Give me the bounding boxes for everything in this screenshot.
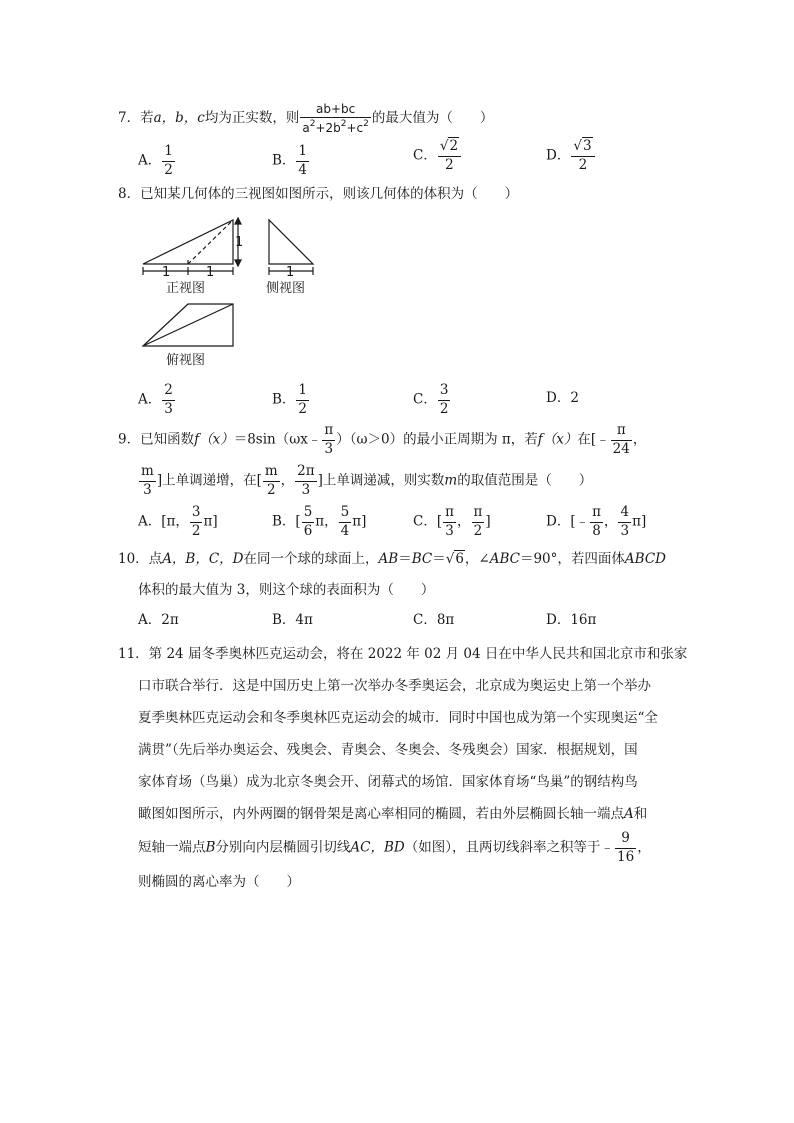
q11-line-4: 满贯”（先后举办奥运会、残奥会、青奥会、冬奥会、冬残奥会）国家．根据规划，国 <box>138 742 638 758</box>
q10-option-a[interactable]: A．2π <box>138 612 179 628</box>
side-view-label: 侧视图 <box>266 281 306 296</box>
q11-line-7: 短轴一端点B分别向内层椭圆引切线AC，BD（如图），且两切线斜率之积等于﹣ $\frac{9}{16}$ ， <box>138 830 651 865</box>
q7-option-a[interactable]: A． $\frac{1}{2}$ <box>138 143 173 178</box>
q11-line-8: 则椭圆的离心率为（ ） <box>138 874 300 890</box>
q7-fraction: $\frac{ab+bc}{a^2+2b^2+c^2}$ <box>302 102 369 135</box>
q8-option-a[interactable]: A． $\frac{2}{3}$ <box>138 382 173 417</box>
q9-option-b[interactable]: B．[ $\frac{5}{6}$ π， $\frac{5}{4}$ π] <box>272 504 367 539</box>
sqrt-symbol: √2 <box>439 138 459 154</box>
front-view <box>143 218 244 275</box>
q10-option-c[interactable]: C．8π <box>413 612 455 628</box>
q7-stem: 7．若a，b，c均为正实数，则 $\frac{ab+bc}{a^2+2b^2+c^2}$ 的最大值为（ ） <box>118 102 494 135</box>
q9-line-2: $\frac{m}{3}$ ]上单调递增，在[ $\frac{m}{2}$ ， $\frac{2\pi}{3}$ ]上单调递减，则实数m的取值范围是（ ） <box>141 463 593 498</box>
q8-stem: 8．已知某几何体的三视图如图所示，则该几何体的体积为（ ） <box>118 186 519 202</box>
q9-line-1: 9．已知函数f（x）＝8sin（ωx﹣ $\frac{\pi}{3}$ ）（ω＞0）的最小正周期为 π，若f（x）在[﹣ $\frac{\pi}{24}$ ， <box>118 422 647 457</box>
three-view-figure <box>138 212 318 372</box>
q9-option-d[interactable]: D．[﹣ $\frac{\pi}{8}$ ， $\frac{4}{3}$ π] <box>546 504 647 539</box>
q7-option-b[interactable]: B． $\frac{1}{4}$ <box>272 143 308 178</box>
q11-line-5: 家体育场（鸟巢）成为北京冬奥会开、闭幕式的场馆．国家体育场“鸟巢”的钢结构鸟 <box>138 774 638 790</box>
q11-line-1: 11．第 24 届冬季奥林匹克运动会，将在 2022 年 02 月 04 日在中华人民共和国北京市和张家 <box>118 646 688 662</box>
sqrt-symbol: √3 <box>573 138 592 154</box>
front-width-label-1: 1 <box>162 265 171 280</box>
q11-line-2: 口市联合举行．这是中国历史上第一次举办冬季奥运会，北京成为奥运史上第一个举办 <box>138 678 651 694</box>
q10-line-2: 体积的最大值为 3，则这个球的表面积为（ ） <box>138 582 435 598</box>
front-height-label: 1 <box>235 235 244 250</box>
top-view-label: 俯视图 <box>166 353 206 368</box>
front-view-label: 正视图 <box>166 281 206 296</box>
q8-option-d[interactable]: D．2 <box>546 390 579 406</box>
q11-line-6: 瞰图如图所示，内外两圈的钢骨架是离心率相同的椭圆，若由外层椭圆长轴一端点A和 <box>138 806 648 822</box>
top-view <box>143 304 233 346</box>
q8-option-b[interactable]: B． $\frac{1}{2}$ <box>272 382 308 417</box>
q7-option-d[interactable]: D． $\frac{√3}{2}$ <box>546 140 596 172</box>
q10-line-1: 10．点A，B，C，D在同一个球的球面上，AB＝BC＝√6，∠ABC＝90°，若四面体ABCD <box>118 551 666 567</box>
q7-option-c[interactable]: C． $\frac{√2}{2}$ <box>413 140 462 172</box>
sqrt-symbol: √6 <box>445 551 464 567</box>
q8-option-c[interactable]: C． $\frac{3}{2}$ <box>413 382 449 417</box>
q9-option-c[interactable]: C．[ $\frac{\pi}{3}$ ， $\frac{\pi}{2}$ ] <box>413 504 491 539</box>
q10-option-b[interactable]: B．4π <box>272 612 313 628</box>
front-width-label-2: 1 <box>206 265 215 280</box>
q11-line-3: 夏季奥林匹克运动会和冬季奥林匹克运动会的城市．同时中国也成为第一个实现奥运“全 <box>138 710 658 726</box>
q9-option-a[interactable]: A．[π， $\frac{3}{2}$ π] <box>138 504 218 539</box>
q10-option-d[interactable]: D．16π <box>546 612 597 628</box>
side-width-label: 1 <box>286 265 295 280</box>
